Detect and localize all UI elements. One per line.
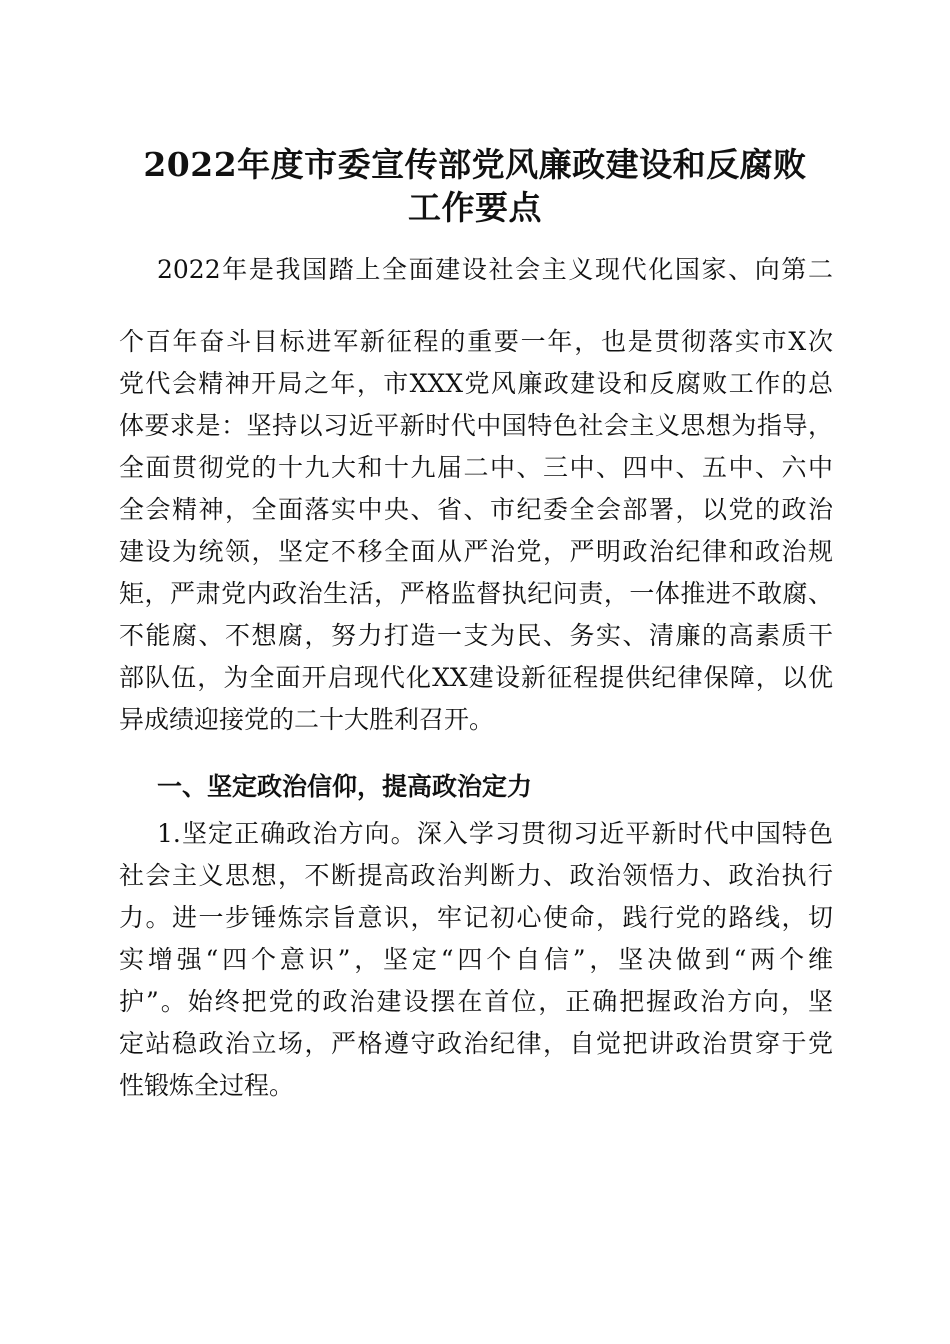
item-1-line-5: 护”。始终把党的政治建设摆在首位，正确把握政治方向，坚	[119, 987, 833, 1016]
document-title-line-1: 2022年度市委宣传部党风廉政建设和反腐败	[143, 145, 807, 184]
document-title-line-2: 工作要点	[408, 188, 542, 227]
intro-line-10: 部队伍，为全面开启现代化XX建设新征程提供纪律保障，以优	[119, 663, 833, 692]
item-1-line-6: 定站稳政治立场，严格遵守政治纪律，自觉把讲政治贯穿于党	[119, 1029, 833, 1058]
item-1-line-1: 1.坚定正确政治方向。深入学习贯彻习近平新时代中国特色	[157, 819, 833, 848]
item-1-line-2: 社会主义思想，不断提高政治判断力、政治领悟力、政治执行	[119, 861, 833, 890]
item-1-line-4: 实增强“四个意识”，坚定“四个自信”，坚决做到“两个维	[119, 945, 833, 974]
intro-line-1: 2022年是我国踏上全面建设社会主义现代化国家、向第二	[157, 255, 833, 284]
item-1-line-3: 力。进一步锤炼宗旨意识，牢记初心使命，践行党的路线，切	[119, 903, 833, 932]
intro-line-6: 全会精神，全面落实中央、省、市纪委全会部署，以党的政治	[119, 495, 833, 524]
intro-line-9: 不能腐、不想腐，努力打造一支为民、务实、清廉的高素质干	[119, 621, 833, 650]
intro-line-5: 全面贯彻党的十九大和十九届二中、三中、四中、五中、六中	[119, 453, 833, 482]
intro-line-3: 党代会精神开局之年，市XXX党风廉政建设和反腐败工作的总	[119, 369, 833, 398]
intro-line-11: 异成绩迎接党的二十大胜利召开。	[119, 705, 495, 734]
intro-line-2: 个百年奋斗目标进军新征程的重要一年，也是贯彻落实市X次	[119, 327, 833, 356]
item-1-line-7: 性锻炼全过程。	[119, 1071, 295, 1100]
intro-line-4: 体要求是：坚持以习近平新时代中国特色社会主义思想为指导，	[119, 411, 833, 440]
section-1-heading: 一、坚定政治信仰，提高政治定力	[157, 772, 533, 801]
intro-line-7: 建设为统领，坚定不移全面从严治党，严明政治纪律和政治规	[119, 537, 833, 566]
intro-line-8: 矩，严肃党内政治生活，严格监督执纪问责，一体推进不敢腐、	[119, 579, 833, 608]
